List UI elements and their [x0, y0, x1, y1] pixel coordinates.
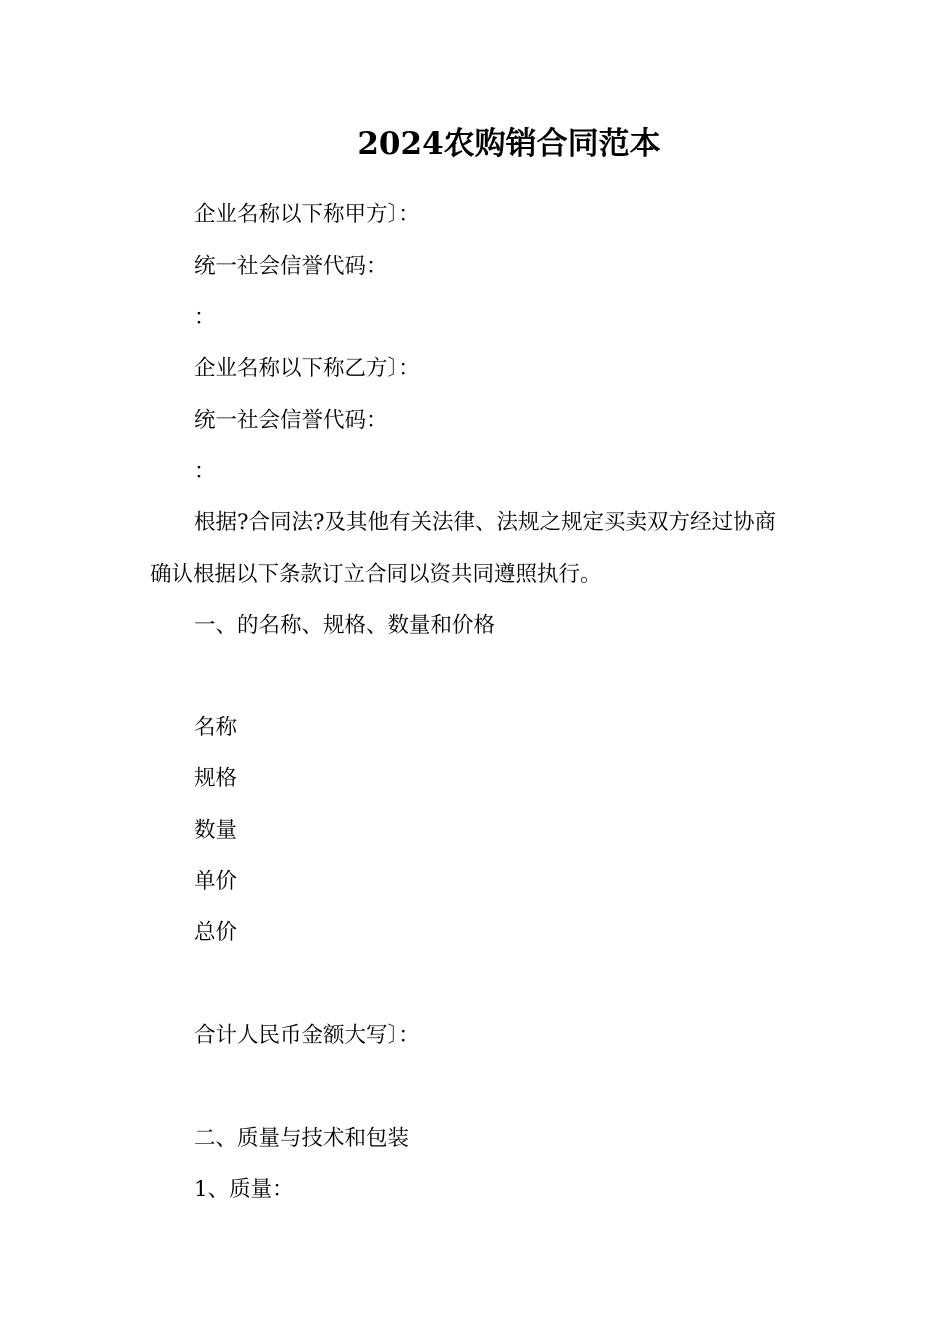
- party-a-name-label: 企业名称以下称甲方〕：: [194, 202, 420, 227]
- party-a-credit-code-label: 统一社会信誉代码：: [194, 254, 388, 279]
- party-a-extra-label: ：: [194, 305, 216, 330]
- field-name-label: 名称: [194, 715, 238, 740]
- field-spec-label: 规格: [194, 766, 238, 791]
- field-unit-price-label: 单价: [194, 869, 238, 894]
- section2-heading: 二、质量与技术和包装: [194, 1126, 410, 1151]
- preamble-line-1: 根据?合同法?及其他有关法律、法规之规定买卖双方经过协商: [194, 510, 777, 535]
- document-title: 2024农购销合同范本: [357, 126, 661, 162]
- section1-heading: 一、的名称、规格、数量和价格: [194, 613, 496, 638]
- quality-item-label: 1、质量：: [194, 1177, 294, 1202]
- preamble-line-2: 确认根据以下条款订立合同以资共同遵照执行。: [150, 562, 602, 587]
- party-b-name-label: 企业名称以下称乙方〕：: [194, 356, 420, 381]
- field-quantity-label: 数量: [194, 818, 238, 843]
- party-b-credit-code-label: 统一社会信誉代码：: [194, 408, 388, 433]
- field-total-price-label: 总价: [194, 920, 238, 945]
- total-amount-label: 合计人民币金额大写〕：: [194, 1023, 420, 1048]
- party-b-extra-label: ：: [194, 459, 216, 484]
